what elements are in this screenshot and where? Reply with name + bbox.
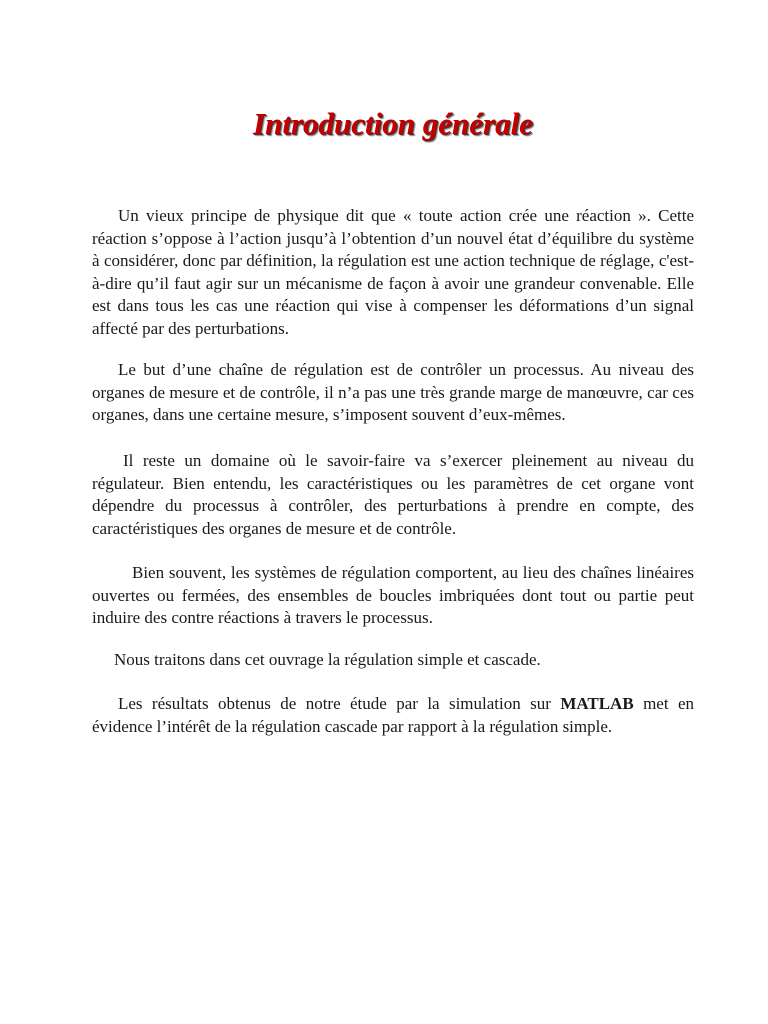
paragraph-3: Il reste un domaine où le savoir-faire va s’exercer pleinement au niveau du régulateur. Bien entendu, les caractéristiques ou les paramètres de cet organe vont dépendre du processus à contrôler, des perturbations à prendre en compte, des caractéristiques des organes de mesure et de contrôle. — [92, 451, 694, 538]
paragraph-2: Le but d’une chaîne de régulation est de contrôler un processus. Au niveau des organes de mesure et de contrôle, il n’a pas une très grande marge de manœuvre, car ces organes, dans une certaine mesure, s’imposent souvent d’eux-mêmes. — [92, 360, 694, 424]
matlab-bold-term: MATLAB — [560, 694, 634, 713]
page-title: Introduction générale — [253, 106, 533, 141]
paragraph-6-text-after: met en évidence l’intérêt de la régulation cascade par rapport à la régulation simple. — [92, 694, 694, 736]
paragraph-1: Un vieux principe de physique dit que « toute action crée une réaction ». Cette réaction s’oppose à l’action jusqu’à l’obtention d’un nouvel état d’équilibre du système à considérer, donc par définition, la régulation est une action technique de réglage, c'est-à-dire qu’il faut agir sur un mécanisme de façon à avoir une grandeur convenable. Elle est dans tous les cas une réaction qui vise à compenser les déformations d’un signal affecté par des perturbations. — [92, 206, 694, 338]
paragraph-4: Bien souvent, les systèmes de régulation comportent, au lieu des chaînes linéaires ouvertes ou fermées, des ensembles de boucles imbriquées dont tout ou partie peut induire des contre réactions à travers le processus. — [92, 563, 694, 627]
paragraph-6 — [92, 693, 694, 738]
paragraph-5: Nous traitons dans cet ouvrage la régulation simple et cascade. — [114, 650, 541, 669]
paragraph-6-text-before: Les résultats obtenus de notre étude par la simulation sur — [118, 694, 561, 713]
